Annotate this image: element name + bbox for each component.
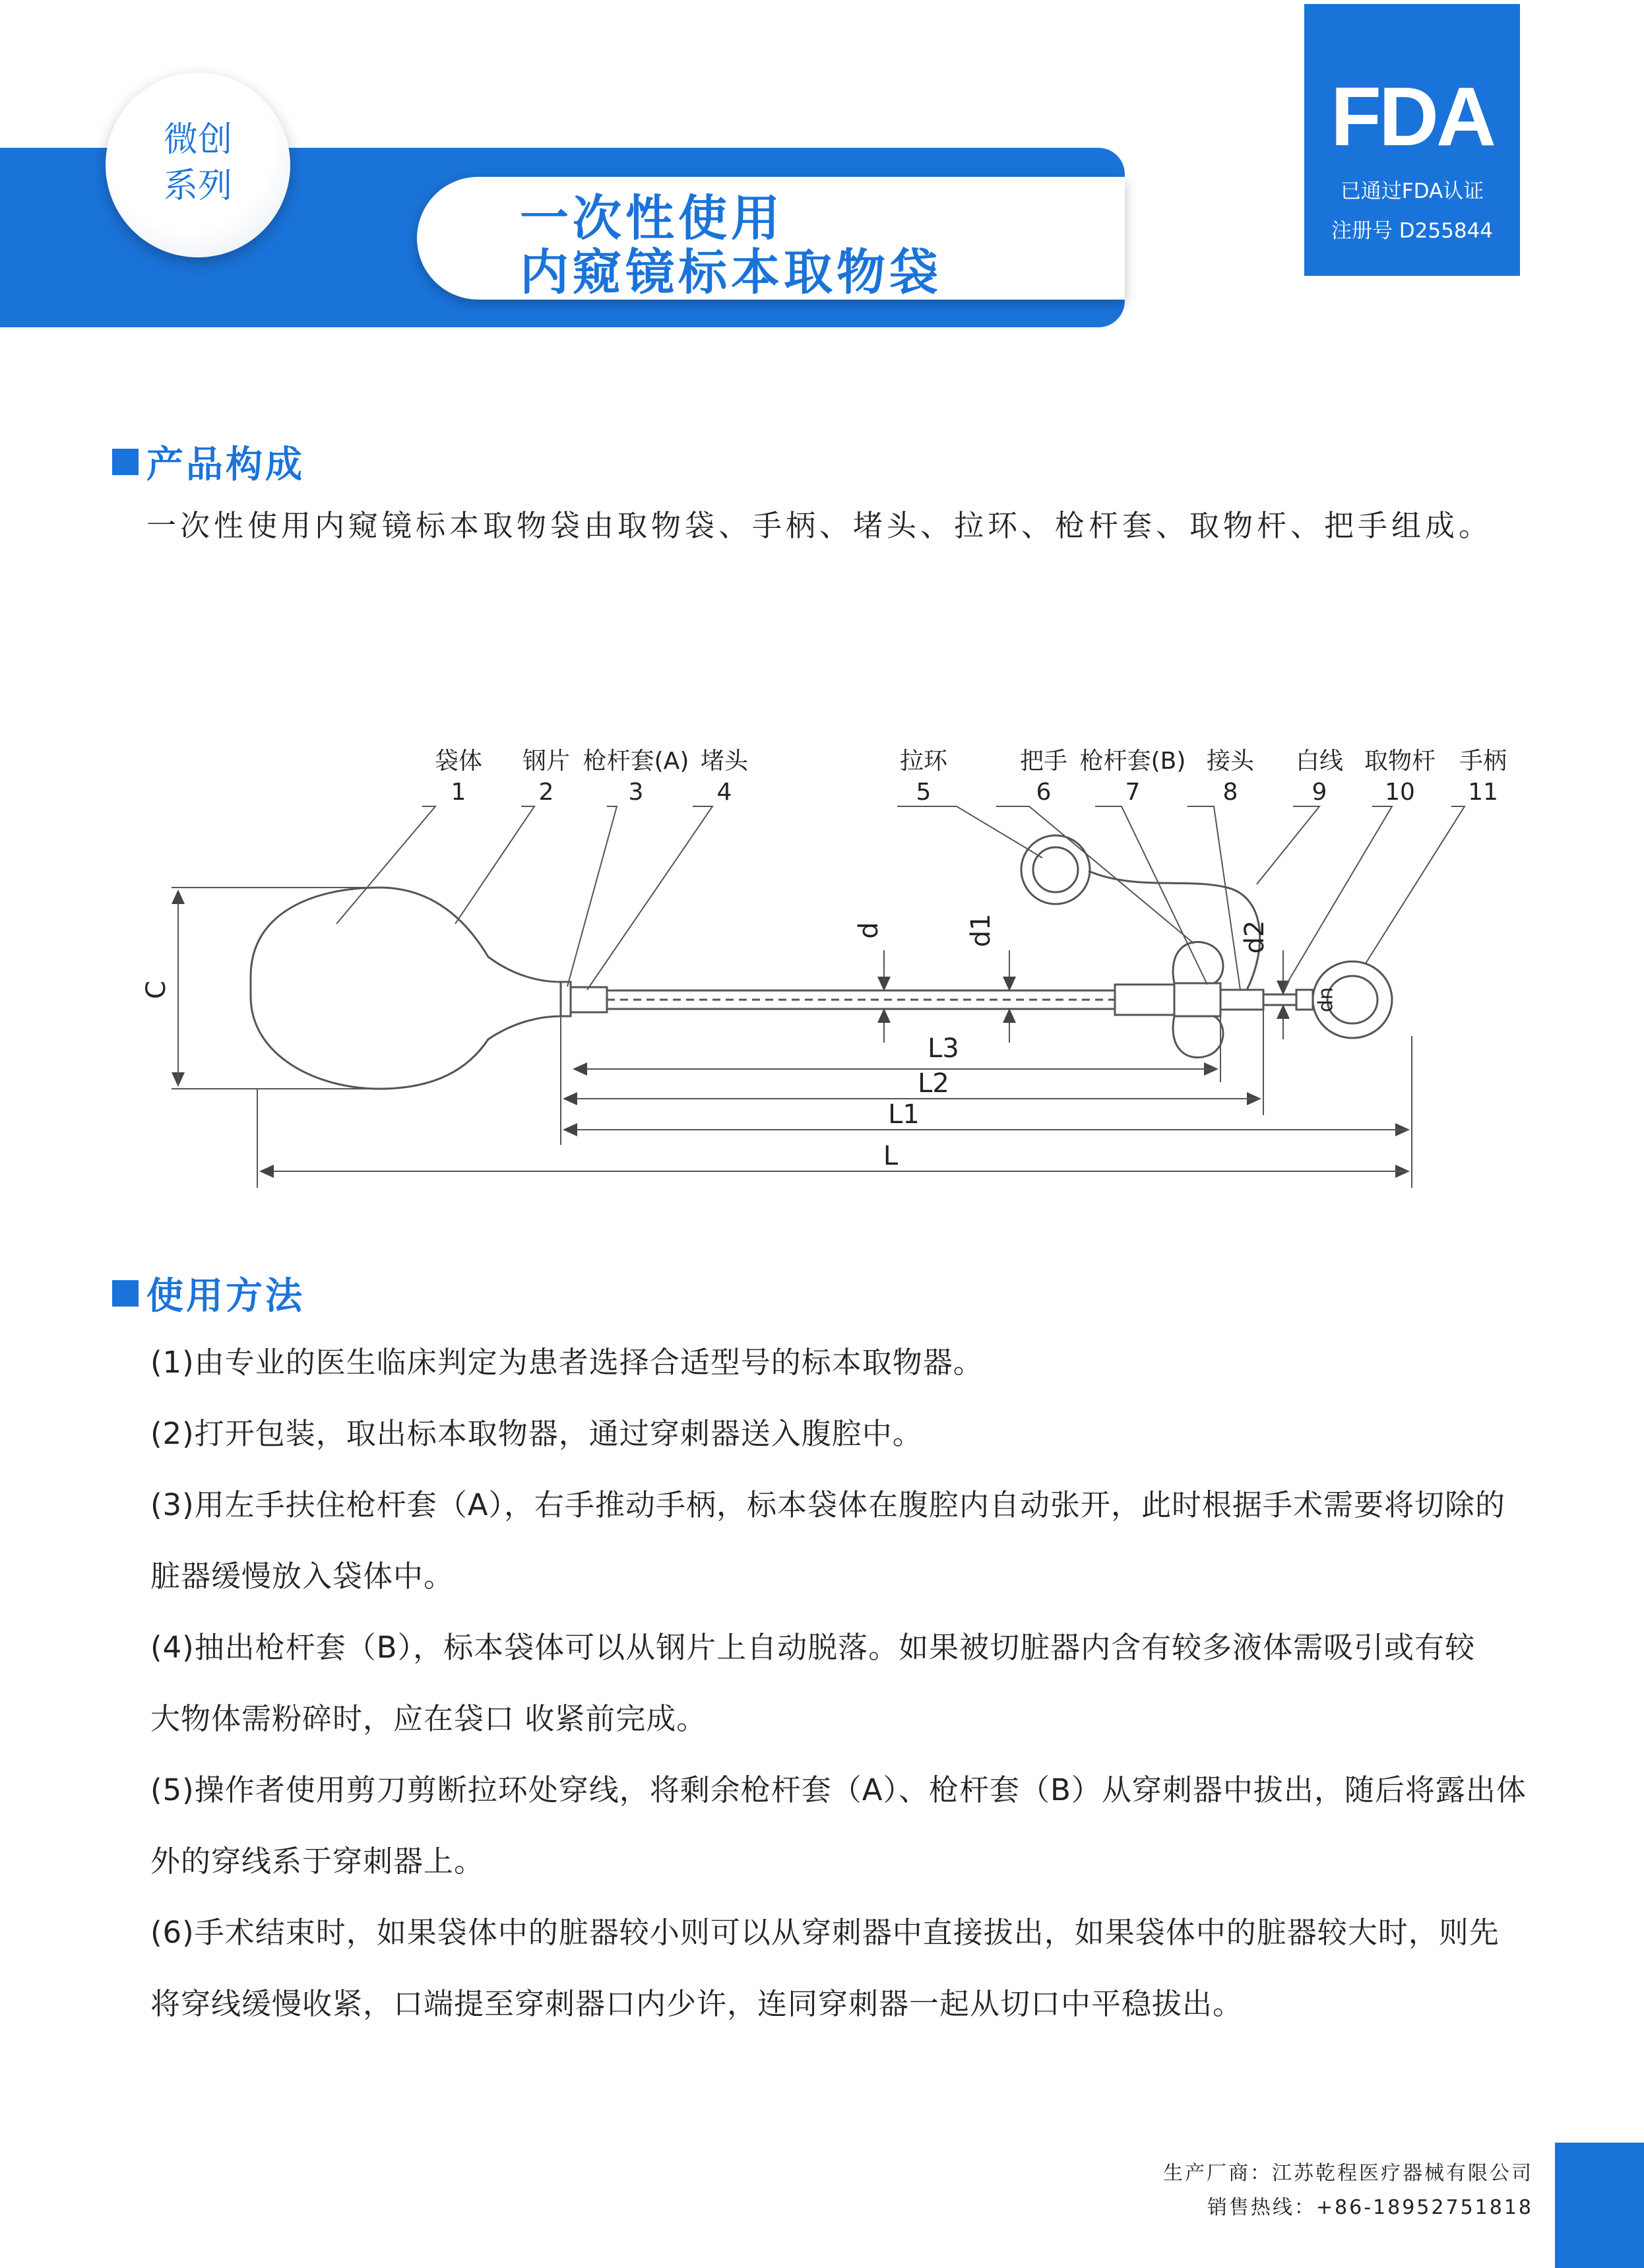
footer-hotline: 销售热线：+86-18952751818 [1207,2196,1533,2219]
part-name-10: 取物杆 [1364,748,1436,775]
dim-l3: L3 [928,1033,959,1064]
fda-logo: FDA [1331,70,1494,163]
part-num-3: 3 [628,779,644,806]
dim-up: up [1316,987,1339,1013]
part-name-9: 白线 [1295,748,1344,775]
dim-d: d [854,922,884,939]
fda-reg: 注册号 D255844 [1331,219,1494,243]
bag-body [251,888,561,1089]
dim-l: L [883,1141,899,1171]
title-line-1: 一次性使用 [520,190,784,247]
composition-text: 一次性使用内窥镜标本取物袋由取物袋、手柄、堵头、拉环、枪杆套、取物杆、把手组成。 [146,508,1493,543]
pull-ring [1021,835,1090,904]
composition-heading: 产品构成 [146,443,305,486]
usage-line-6: 大物体需粉碎时，应在袋口 收紧前完成。 [150,1701,707,1736]
connector [1220,990,1263,1010]
part-name-11: 手柄 [1459,748,1507,775]
usage-line-10: 将穿线缓慢收紧，口端提至穿刺器口内少许，连同穿刺器一起从切口中平稳拔出。 [150,1986,1244,2021]
part-num-9: 9 [1312,779,1327,806]
usage-line-7: (5)操作者使用剪刀剪断拉环处穿线，将剩余枪杆套（A）、枪杆套（B）从穿刺器中拔出，随后将露出体 [150,1772,1527,1807]
usage-line-1: (1)由专业的医生临床判定为患者选择合适型号的标本取物器。 [150,1345,984,1380]
usage-line-3: (3)用左手扶住枪杆套（A），右手推动手柄，标本袋体在腹腔内自动张开，此时根据手术需要将切除的 [150,1487,1506,1522]
usage-line-5: (4)抽出枪杆套（B），标本袋体可以从钢片上自动脱落。如果被切脏器内含有较多液体需吸引或有较 [150,1630,1476,1665]
fda-badge [1304,4,1520,276]
dim-d1: d1 [966,913,996,948]
product-diagram [0,726,1517,1227]
footer-manufacturer: 生产厂商：江苏乾程医疗器械有限公司 [1163,2162,1533,2185]
dim-d2: d2 [1240,920,1270,954]
dim-c: C [141,981,172,999]
part-name-1: 袋体 [434,748,483,775]
part-name-5: 拉环 [899,748,948,775]
part-num-7: 7 [1125,779,1141,806]
usage-line-4: 脏器缓慢放入袋体中。 [150,1559,455,1594]
grip [1173,942,1223,984]
sheath-b [1115,985,1174,1015]
usage-line-2: (2)打开包装，取出标本取物器，通过穿刺器送入腹腔中。 [150,1416,923,1451]
part-name-3: 枪杆套(A) [583,748,689,775]
title-line-2: 内窥镜标本取物袋 [520,244,942,301]
part-name-6: 把手 [1019,748,1068,775]
steel-sheet [561,982,571,1016]
dim-l1: L1 [888,1099,920,1130]
series-line-2: 系列 [163,166,232,206]
sheath-a [571,987,607,1012]
part-num-2: 2 [538,779,554,806]
series-badge [106,73,290,257]
part-num-8: 8 [1222,779,1238,806]
part-num-5: 5 [916,779,932,806]
part-name-2: 钢片 [522,748,571,775]
section-marker-usage [112,1280,139,1307]
fda-cert: 已通过FDA认证 [1340,179,1484,203]
usage-line-8: 外的穿线系于穿刺器上。 [150,1844,485,1879]
part-num-1: 1 [451,779,466,806]
footer-accent-block [1555,2143,1644,2268]
section-marker-composition [112,449,139,475]
dim-l2: L2 [918,1068,949,1099]
part-num-11: 11 [1468,779,1498,806]
part-num-6: 6 [1036,779,1052,806]
part-name-4: 堵头 [700,748,749,775]
part-num-10: 10 [1385,779,1415,806]
part-num-4: 4 [716,779,732,806]
usage-heading: 使用方法 [146,1275,305,1318]
part-name-7: 枪杆套(B) [1079,748,1186,775]
part-name-8: 接头 [1206,748,1255,775]
series-line-1: 微创 [163,120,232,160]
usage-line-9: (6)手术结束时，如果袋体中的脏器较小则可以从穿刺器中直接拔出，如果袋体中的脏器较大时，则先 [150,1915,1500,1950]
